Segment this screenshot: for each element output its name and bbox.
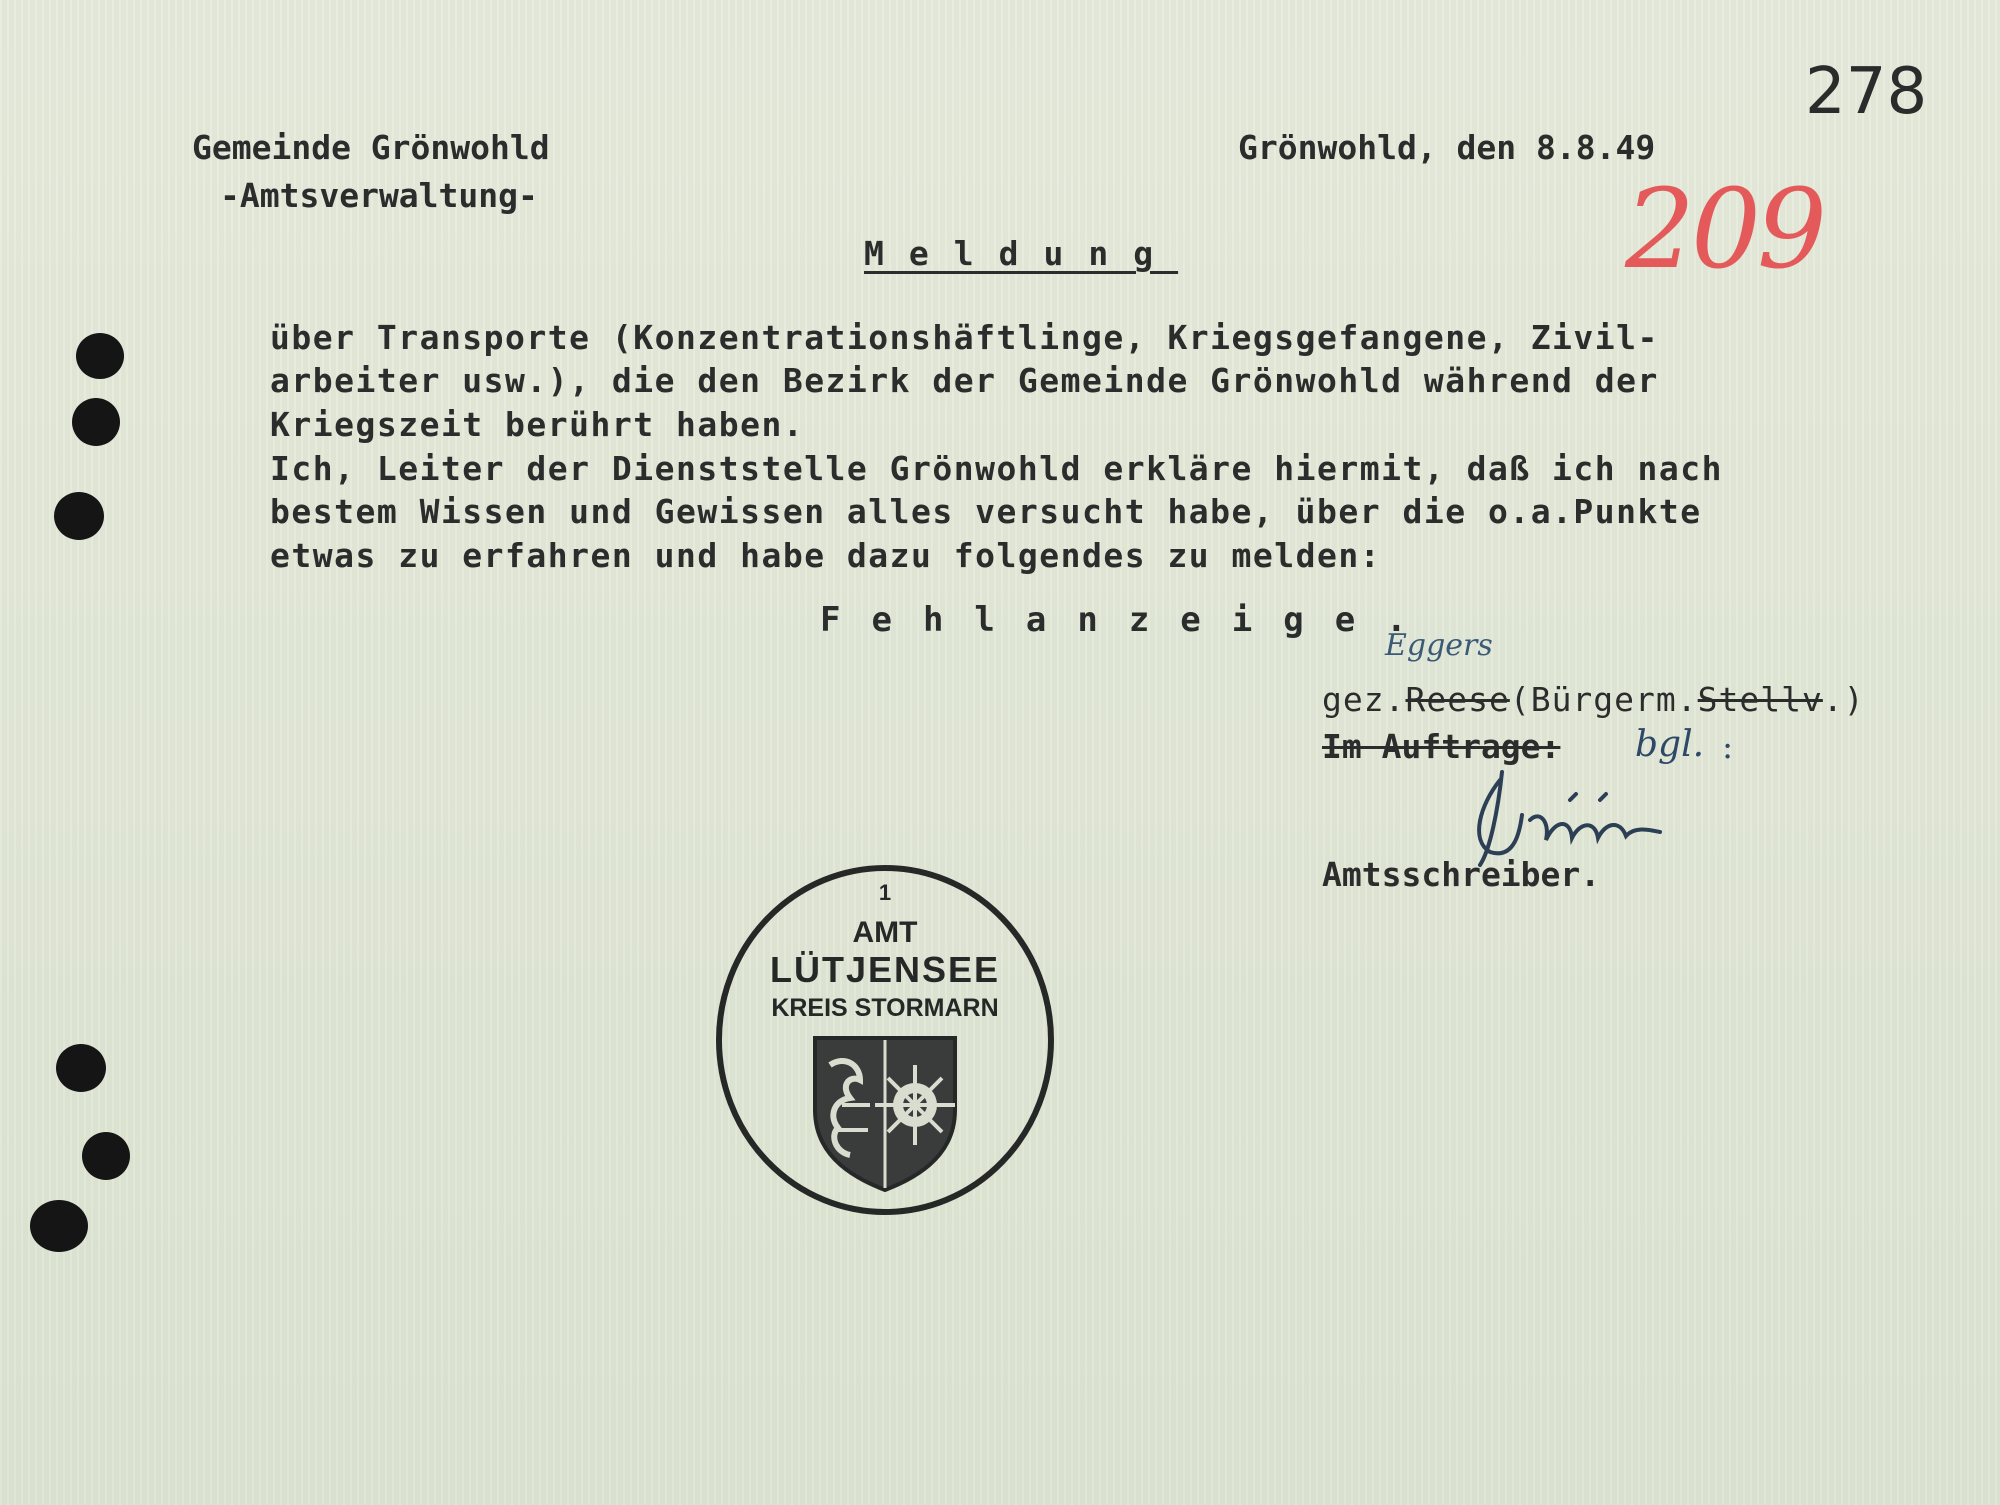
gez-prefix: gez.	[1322, 680, 1406, 719]
punch-hole	[30, 1200, 88, 1252]
struck-auftrag-line: Im Auftrage:	[1322, 727, 1561, 766]
body-line: arbeiter usw.), die den Bezirk der Gemeinde Grönwohld während der	[270, 361, 1659, 400]
body-line: Ich, Leiter der Dienststelle Grönwohld erkläre hiermit, daß ich nach	[270, 449, 1724, 488]
role-open: (Bürgerm.	[1509, 680, 1698, 719]
body-line: bestem Wissen und Gewissen alles versucht habe, über die o.a.Punkte	[270, 492, 1702, 531]
struck-role: Stellv	[1697, 680, 1823, 719]
body-line: Kriegszeit berührt haben.	[270, 405, 805, 444]
stamp-line-amt: AMT	[852, 916, 918, 949]
sender-line-2: -Amtsverwaltung-	[220, 176, 538, 215]
punch-hole	[76, 333, 124, 379]
coat-of-arms-icon	[815, 1038, 955, 1190]
handwritten-colon: :	[1722, 727, 1734, 766]
handwritten-signature	[1460, 760, 1700, 870]
role-close: .)	[1822, 680, 1865, 719]
stamp-line-district: KREIS STORMARN	[771, 994, 999, 1022]
result-statement: Fehlanzeige.	[820, 600, 1438, 640]
body-line: etwas zu erfahren und habe dazu folgendes zu melden:	[270, 536, 1382, 575]
handwritten-abbrev: bgl.	[1635, 724, 1705, 765]
handwritten-correction: Eggers	[1385, 628, 1493, 663]
official-stamp	[710, 860, 1060, 1220]
signatory-title: Amtsschreiber.	[1322, 855, 1601, 894]
folio-number: 278	[1805, 55, 1928, 129]
body-line: über Transporte (Konzentrationshäftlinge, Kriegsgefangene, Zivil-	[270, 318, 1659, 357]
stamp-top-number: 1	[878, 880, 892, 905]
stamp-line-place: LÜTJENSEE	[769, 949, 1001, 990]
place-date: Grönwohld, den 8.8.49	[1238, 128, 1656, 167]
punch-hole	[82, 1132, 130, 1180]
punch-hole	[72, 398, 120, 446]
punch-hole	[56, 1044, 106, 1092]
signature-gez-line	[1322, 680, 1865, 719]
register-number: 209	[1625, 165, 1823, 293]
struck-name: Reese	[1405, 680, 1510, 719]
document-title: Meldung	[864, 234, 1179, 273]
sender-line-1: Gemeinde Grönwohld	[192, 128, 550, 167]
punch-hole	[54, 492, 104, 540]
